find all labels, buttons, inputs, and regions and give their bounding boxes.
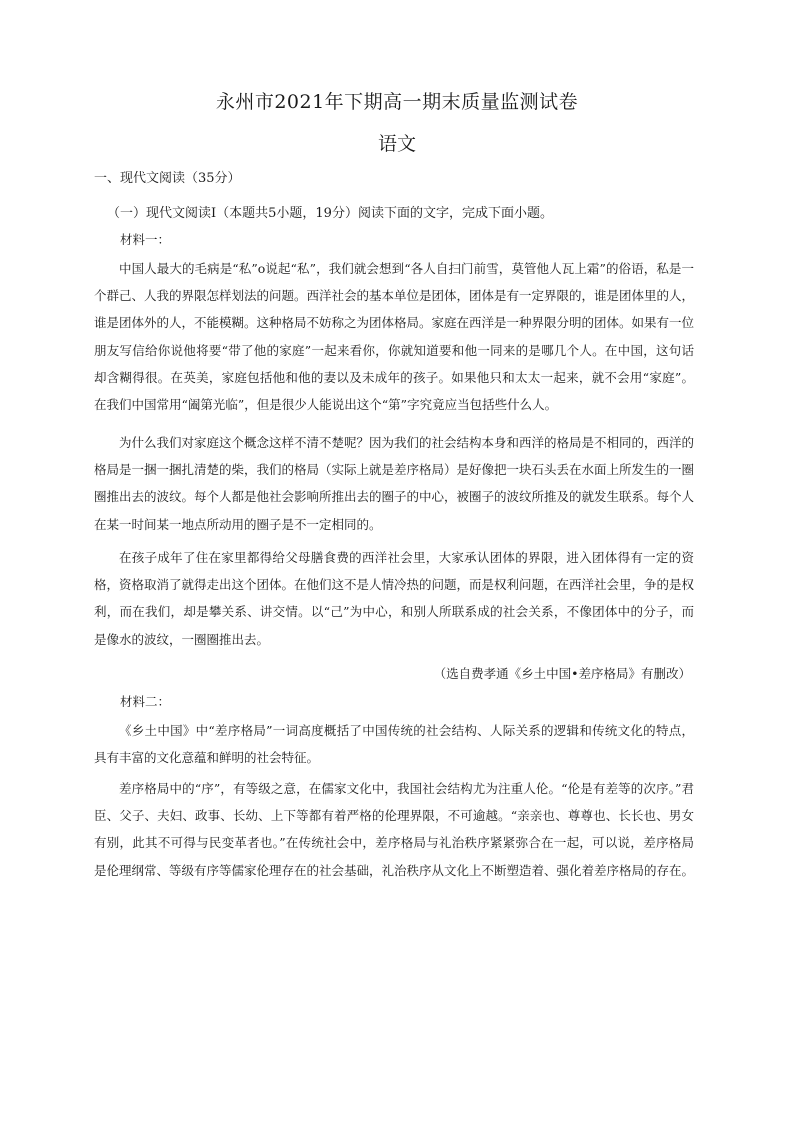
material-two-paragraph: 《乡土中国》中“差序格局”一词高度概括了中国传统的社会结构、人际关系的逻辑和传统文化的特点，具有丰富的文化意蕴和鲜明的社会特征。 xyxy=(94,723,694,766)
material-two-label: 材料二： xyxy=(120,694,171,709)
material-one-label: 材料一： xyxy=(120,232,171,247)
material-one-paragraph: 在孩子成年了住在家里都得给父母膳食费的西洋社会里，大家承认团体的界限，进入团体得有一定的资格，资格取消了就得走出这个团体。在他们这不是人情冷热的问题，而是权利问题，在西洋社会里，争的是权利，而在我们，却是攀关系、讲交情。以“己”为中心，和别人所联系成的社会关系，不像团体中的分子，而是像水的波纹，一圈圈推出去。 xyxy=(94,550,695,647)
material-two-paragraph: 差序格局中的“序”，有等级之意，在儒家文化中，我国社会结构尤为注重人伦。“伦是有差等的次序。”君臣、父子、夫妇、政事、长幼、上下等都有着严格的伦理界限，不可逾越。“亲亲也、尊尊也、长长也、男女有别，此其不可得与民变革者也。”在传统社会中，差序格局与礼治秩序紧紧弥合在一起，可以说，差序格局是伦理纲常、等级有序等儒家伦理存在的社会基础，礼治秩序从文化上不断塑造着、强化着差序格局的存在。 xyxy=(94,781,695,878)
exam-title: 永州市2021年下期高一期末质量监测试卷 xyxy=(215,91,579,113)
material-one-paragraph: 中国人最大的毛病是“私”o说起“私”，我们就会想到“各人自扫门前雪，莫管他人瓦上霜”的俗语，私是一个群己、人我的界限怎样划法的问题。西洋社会的基本单位是团体，团体是有一定界限的，谁是团体里的人，谁是团体外的人，不能模糊。这种格局不妨称之为团体格局。家庭在西洋是一种界限分明的团体。如果有一位朋友写信给你说他将要“带了他的家庭”一起来看你，你就知道要和他一同来的是哪几个人。在中国，这句话却含糊得很。在英美，家庭包括他和他的妻以及未成年的孩子。如果他只和太太一起来，就不会用“家庭”。在我们中国常用“阖第光临”，但是很少人能说出这个“第”字究竟应当包括些什么人。 xyxy=(94,261,695,413)
exam-subject: 语文 xyxy=(377,133,416,155)
material-one-source: （选自费孝通《乡土中国•差序格局》有删改） xyxy=(433,666,691,681)
part-heading: （一）现代文阅读Ⅰ（本题共5小题，19分）阅读下面的文字，完成下面小题。 xyxy=(107,206,553,221)
material-one-paragraph: 为什么我们对家庭这个概念这样不清不楚呢？因为我们的社会结构本身和西洋的格局是不相同的，西洋的格局是一捆一捆扎清楚的柴，我们的格局（实际上就是差序格局）是好像把一块石头丢在水面上所发生的一圈圈推出去的波纹。每个人都是他社会影响所推出去的圈子的中心，被圈子的波纹所推及的就发生联系。每个人在某一时间某一地点所动用的圈子是不一定相同的。 xyxy=(94,435,695,532)
section-heading: 一、现代文阅读（35分） xyxy=(94,171,241,186)
